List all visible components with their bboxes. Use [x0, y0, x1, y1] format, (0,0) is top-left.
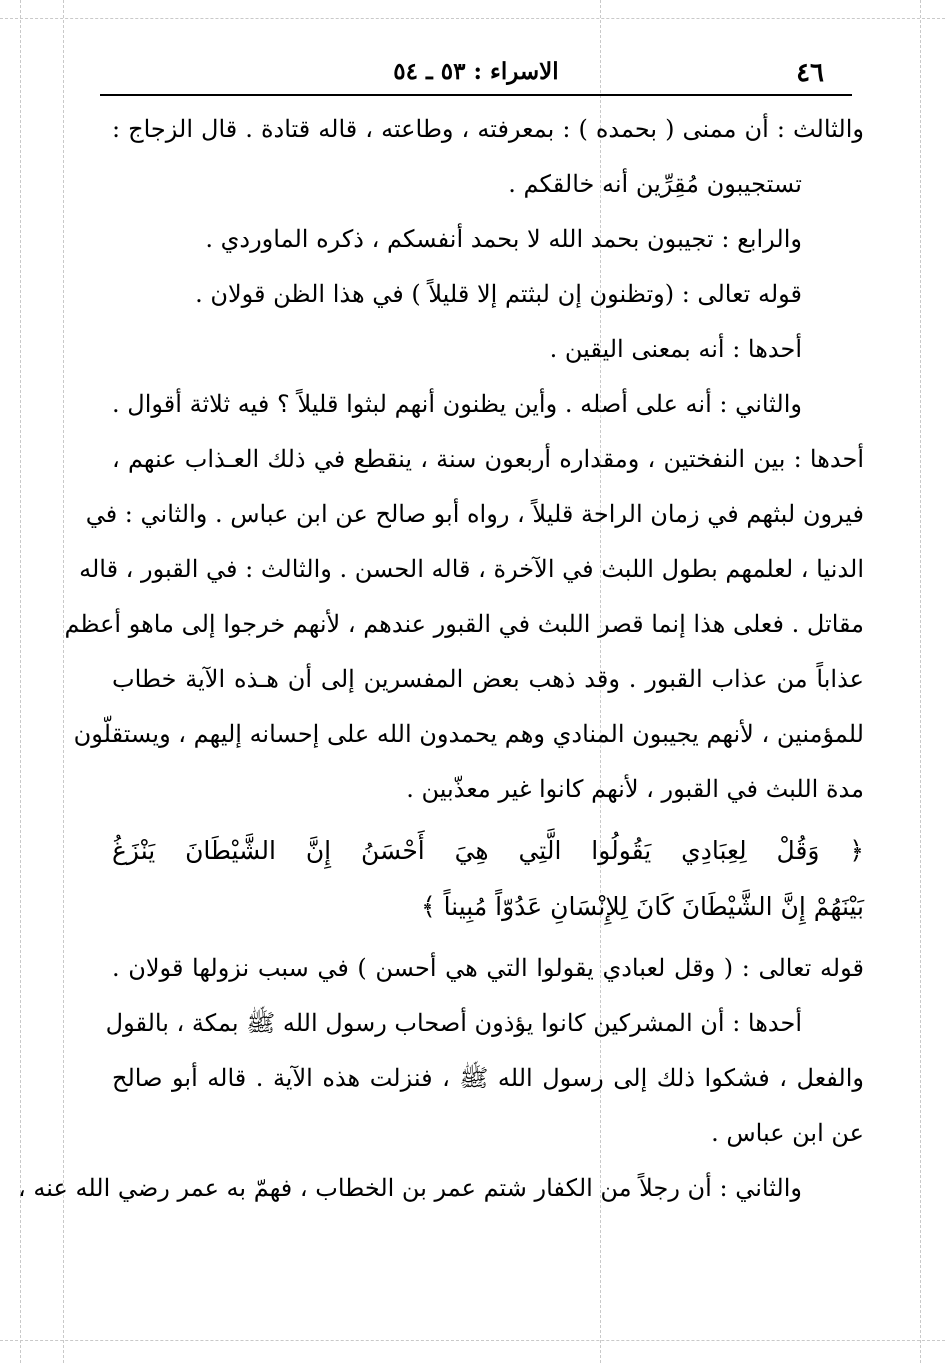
text-line: والثالث : أن ممنى ( بحمده ) : بمعرفته ، وطاعته ، قاله قتادة . قال الزجاج : — [112, 115, 864, 143]
text-line: تستجيبون مُقِرِّين أنه خالقكم . — [508, 170, 802, 198]
text-line: أحدها : أن المشركين كانوا يؤذون أصحاب رسول الله ﷺ بمكة ، بالقول — [105, 1009, 802, 1037]
scan-guide-line — [63, 0, 64, 1363]
text-line: عن ابن عباس . — [711, 1119, 864, 1147]
body-text — [18, 102, 864, 1216]
text-line: والرابع : تجيبون بحمد الله لا بحمد أنفسكم ، ذكره الماوردي . — [205, 225, 802, 253]
text-line: أحدها : أنه بمعنى اليقين . — [549, 335, 802, 363]
quran-verse-line: ﴿ وَقُلْ لِعِبَادِي يَقُولُوا الَّتِي هِيَ أَحْسَنُ إِنَّ الشَّيْطَانَ يَنْزَغُ — [112, 836, 864, 865]
quran-verse-line: بَيْنَهُمْ إِنَّ الشَّيْطَانَ كَانَ لِلإِنْسَانِ عَدُوّاً مُبِيناً ﴾ — [420, 892, 864, 921]
text-line: والفعل ، فشكوا ذلك إلى رسول الله ﷺ ، فنزلت هذه الآية . قاله أبو صالح — [112, 1064, 864, 1092]
header-rule — [100, 94, 852, 96]
scan-guide-line — [20, 0, 21, 1363]
scan-guide-line — [920, 0, 921, 1363]
text-line: مقاتل . فعلى هذا إنما قصر اللبث في القبور عندهم ، لأنهم خرجوا إلى ماهو أعظم — [64, 610, 864, 638]
running-title: الاسراء : ٥٣ ـ ٥٤ — [393, 58, 559, 85]
text-line: أحدها : بين النفختين ، ومقداره أربعون سنة ، ينقطع في ذلك العـذاب عنهم ، — [112, 445, 864, 473]
scan-guide-line — [0, 18, 945, 19]
text-line: والثاني : أن رجلاً من الكفار شتم عمر بن الخطاب ، فهمّ به عمر رضي الله عنه ، — [18, 1174, 802, 1202]
text-line: قوله تعالى : (وتظنون إن لبثتم إلا قليلاً ) في هذا الظن قولان . — [195, 280, 802, 308]
text-line: عذاباً من عذاب القبور . وقد ذهب بعض المفسرين إلى أن هـذه الآية خطاب — [112, 665, 864, 693]
text-line: قوله تعالى : ( وقل لعبادي يقولوا التي هي أحسن ) في سبب نزولها قولان . — [112, 954, 864, 982]
page-header — [100, 58, 852, 90]
text-line: والثاني : أنه على أصله . وأين يظنون أنهم لبثوا قليلاً ؟ فيه ثلاثة أقوال . — [112, 390, 802, 418]
text-line: للمؤمنين ، لأنهم يجيبون المنادي وهم يحمدون الله على إحسانه إليهم ، ويستقلّون — [73, 720, 864, 748]
page-number: ٤٦ — [796, 58, 824, 88]
text-line: فيرون لبثهم في زمان الراحة قليلاً ، رواه أبو صالح عن ابن عباس . والثاني : في — [85, 500, 864, 528]
text-line: مدة اللبث في القبور ، لأنهم كانوا غير معذّبين . — [406, 775, 864, 803]
scan-guide-line — [0, 1340, 945, 1341]
text-line: الدنيا ، لعلمهم بطول اللبث في الآخرة ، قاله الحسن . والثالث : في القبور ، قاله — [79, 555, 864, 583]
